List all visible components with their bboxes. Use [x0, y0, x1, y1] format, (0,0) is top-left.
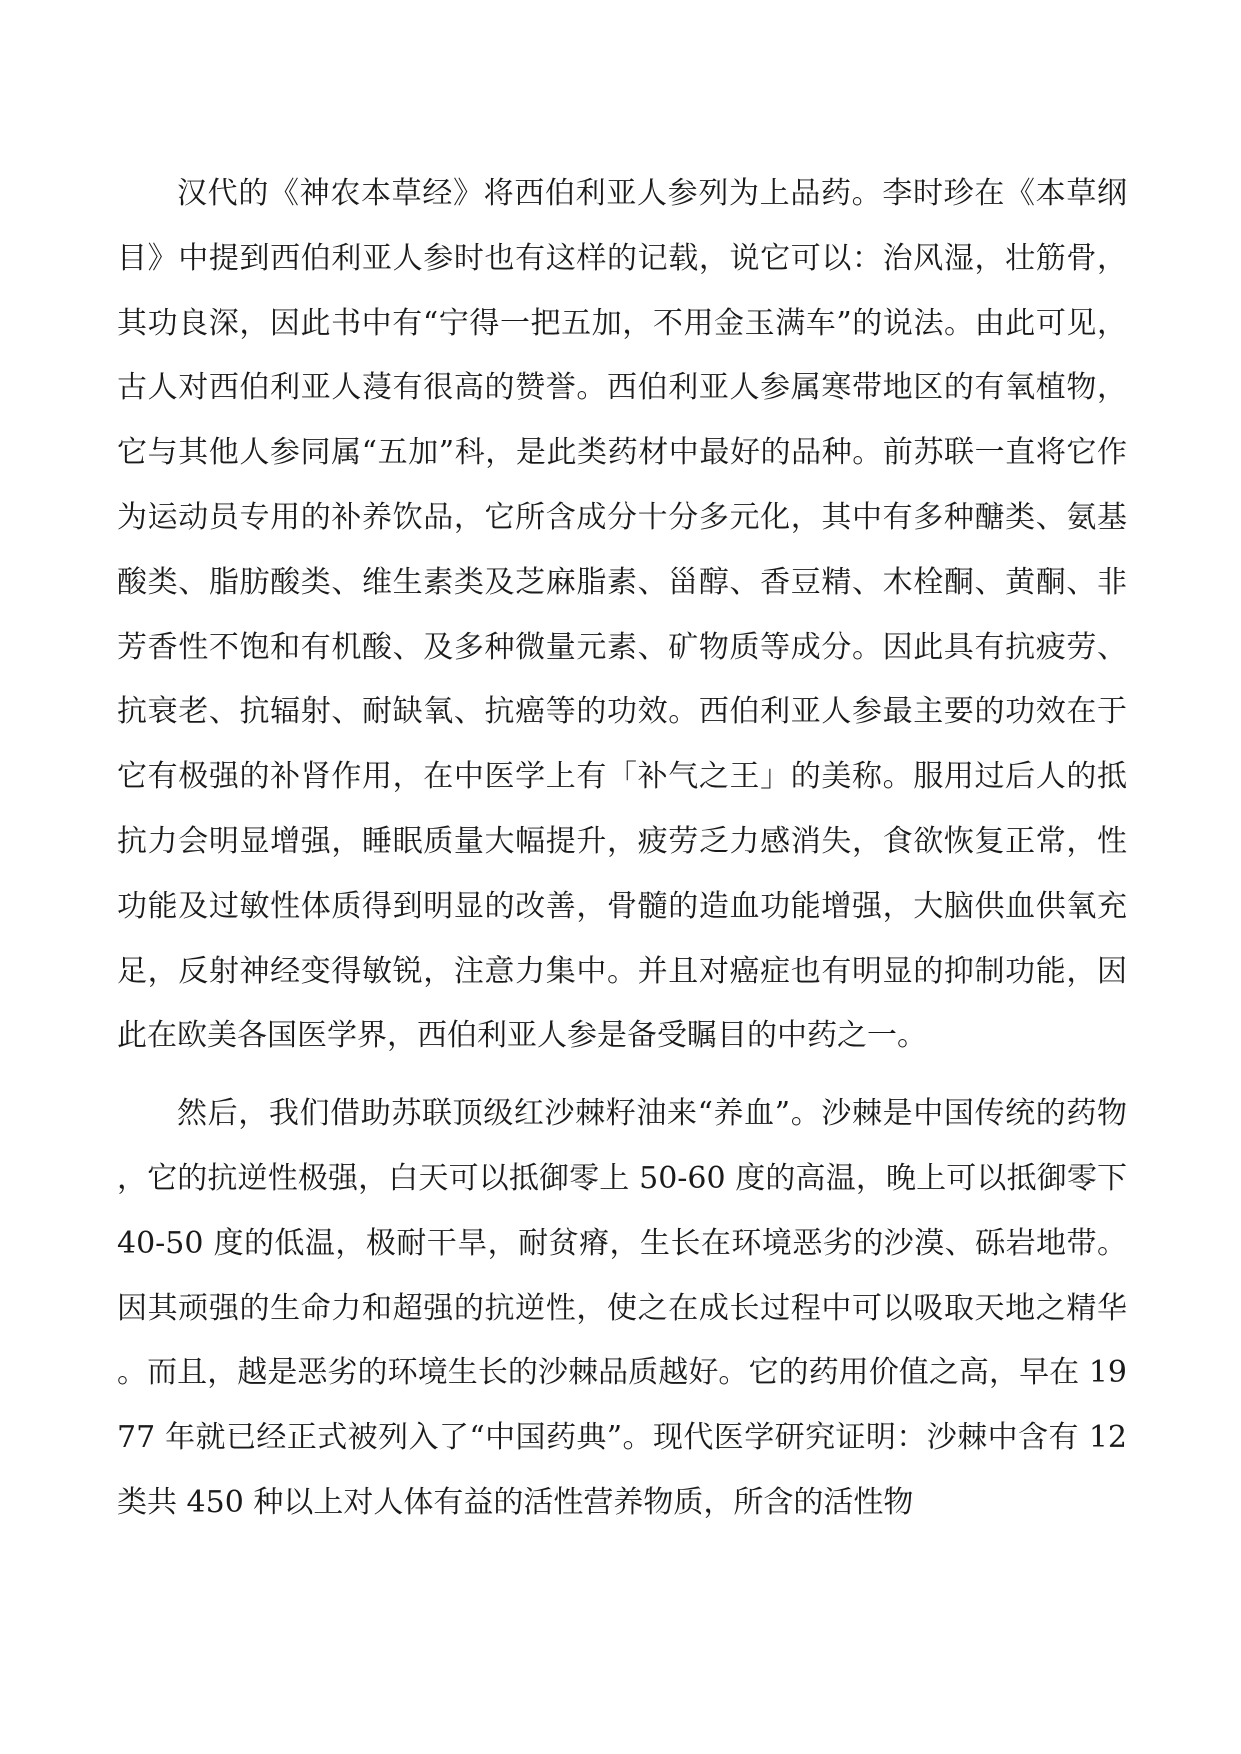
document-page — [117, 162, 1127, 1536]
paragraph-sea-buckthorn: 然后，我们借助苏联顶级红沙棘籽油来“养血”。沙棘是中国传统的药物，它的抗逆性极强，白天可以抵御零上 50-60 度的高温，晚上可以抵御零下 40-50 度的低温，极耐干旱，耐贫瘠，生长在环境恶劣的沙漠、砾岩地带。因其顽强的生命力和超强的抗逆性，使之在成长过程中可以吸取天地之精华。而且，越是恶劣的环境生长的沙棘品质越好。它的药用价值之高，早在 1977 年就已经正式被列入了“中国药典”。现代医学研究证明：沙棘中含有 12 类共 450 种以上对人体有益的活性营养物质，所含的活性物 — [117, 1096, 1127, 1520]
paragraph-siberian-ginseng: 汉代的《神农本草经》将西伯利亚人参列为上品药。李时珍在《本草纲目》中提到西伯利亚人参时也有这样的记载，说它可以：治风湿，壮筋骨，其功良深，因此书中有“宁得一把五加，不用金玉满车”的说法。由此可见，古人对西伯利亚人蓡有很高的赞誉。西伯利亚人参属寒带地区的有氧植物，它与其他人参同属“五加”科，是此类药材中最好的品种。前苏联一直将它作为运动员专用的补养饮品，它所含成分十分多元化，其中有多种醣类、氨基酸类、脂肪酸类、维生素类及芝麻脂素、甾醇、香豆精、木栓酮、黄酮、非芳香性不饱和有机酸、及多种微量元素、矿物质等成分。因此具有抗疲劳、抗衰老、抗辐射、耐缺氧、抗癌等的功效。西伯利亚人参最主要的功效在于它有极强的补肾作用，在中医学上有「补气之王」的美称。服用过后人的抵抗力会明显增强，睡眠质量大幅提升，疲劳乏力感消失，食欲恢复正常，性功能及过敏性体质得到明显的改善，骨髓的造血功能增强，大脑供血供氧充足，反射神经变得敏锐，注意力集中。并且对癌症也有明显的抑制功能，因此在欧美各国医学界，西伯利亚人参是备受瞩目的中药之一。 — [117, 176, 1127, 1054]
